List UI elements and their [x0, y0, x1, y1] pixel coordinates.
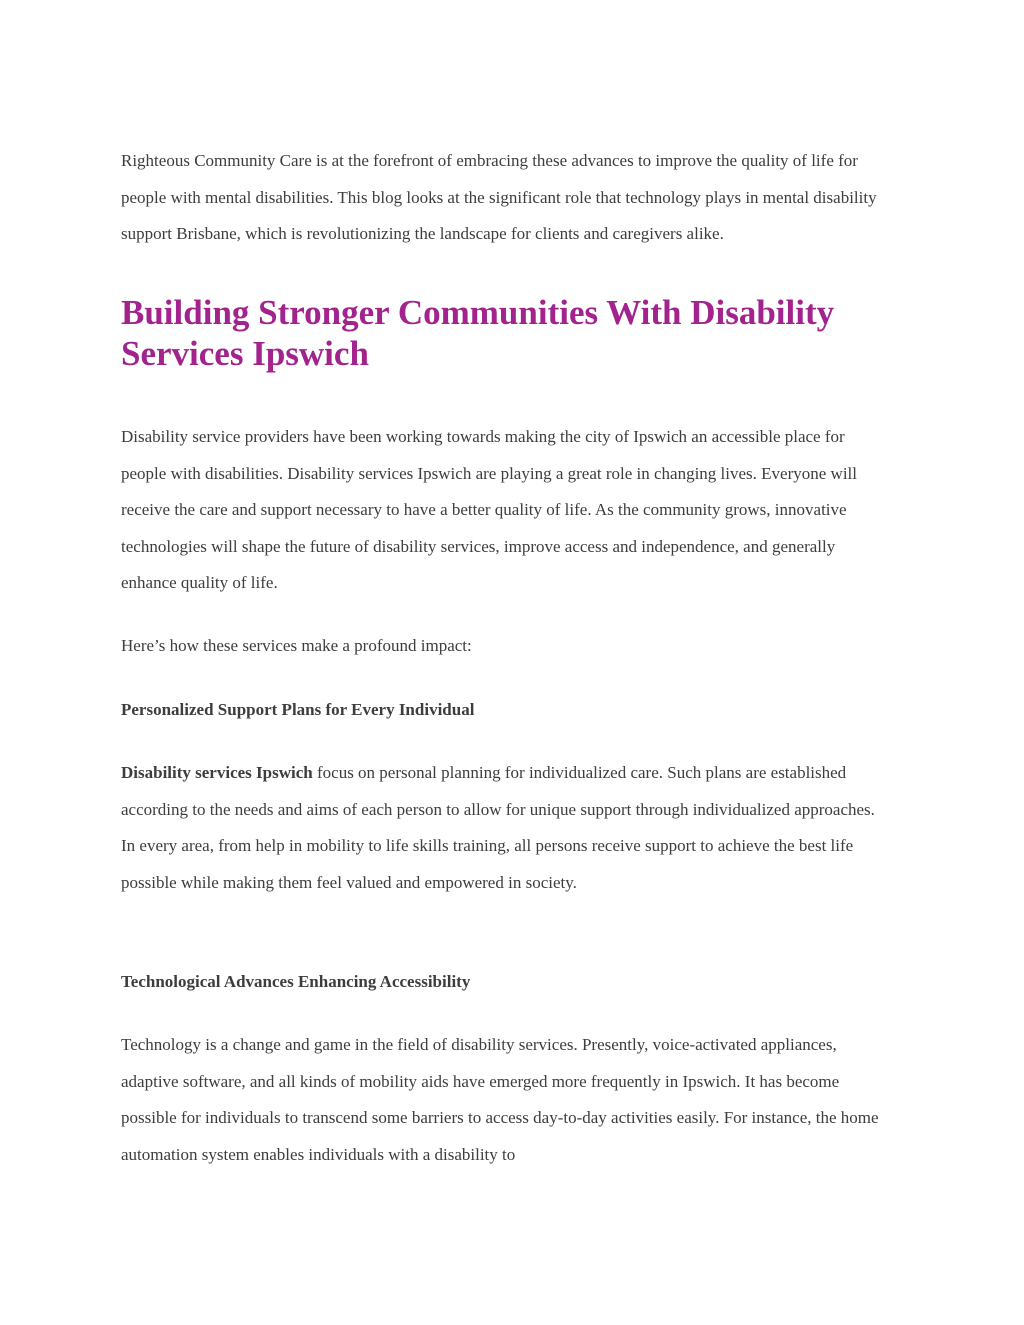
section-heading: Building Stronger Communities With Disability Services Ipswich: [121, 293, 835, 373]
technology-paragraph: Technology is a change and game in the field of disability services. Presently, voice-activated appliances, adaptive software, and all kinds of mobility aids have emerged more frequently in Ipswich. It has become possible for individuals to transcend some barriers to access day-to-day activities easily. For instance, the home automation system enables individuals with a disability to: [121, 1035, 879, 1164]
intro-paragraph: Righteous Community Care is at the forefront of embracing these advances to improve the quality of life for people with mental disabilities. This blog looks at the significant role that technology plays in mental disability support Brisbane, which is revolutionizing the landscape for clients and caregivers alike.: [121, 151, 877, 243]
paragraph-body: focus on personal planning for individualized care. Such plans are established according to the needs and aims of each person to allow for unique support through individualized approaches. In every area, from help in mobility to life skills training, all persons receive support to achieve the best life possible while making them feel valued and empowered in society.: [121, 763, 875, 892]
impact-intro: Here’s how these services make a profound impact:: [121, 636, 472, 655]
subheading-technological-advances: Technological Advances Enhancing Accessibility: [121, 972, 471, 991]
bold-lead-text: Disability services Ipswich: [121, 763, 313, 782]
subheading-personalized-support: Personalized Support Plans for Every Individual: [121, 700, 475, 719]
services-paragraph: Disability service providers have been working towards making the city of Ipswich an accessible place for people with disabilities. Disability services Ipswich are playing a great role in changing lives. Everyone will receive the care and support necessary to have a better quality of life. As the community grows, innovative technologies will shape the future of disability services, improve access and independence, and generally enhance quality of life.: [121, 427, 857, 592]
personalized-support-paragraph: [121, 755, 881, 901]
